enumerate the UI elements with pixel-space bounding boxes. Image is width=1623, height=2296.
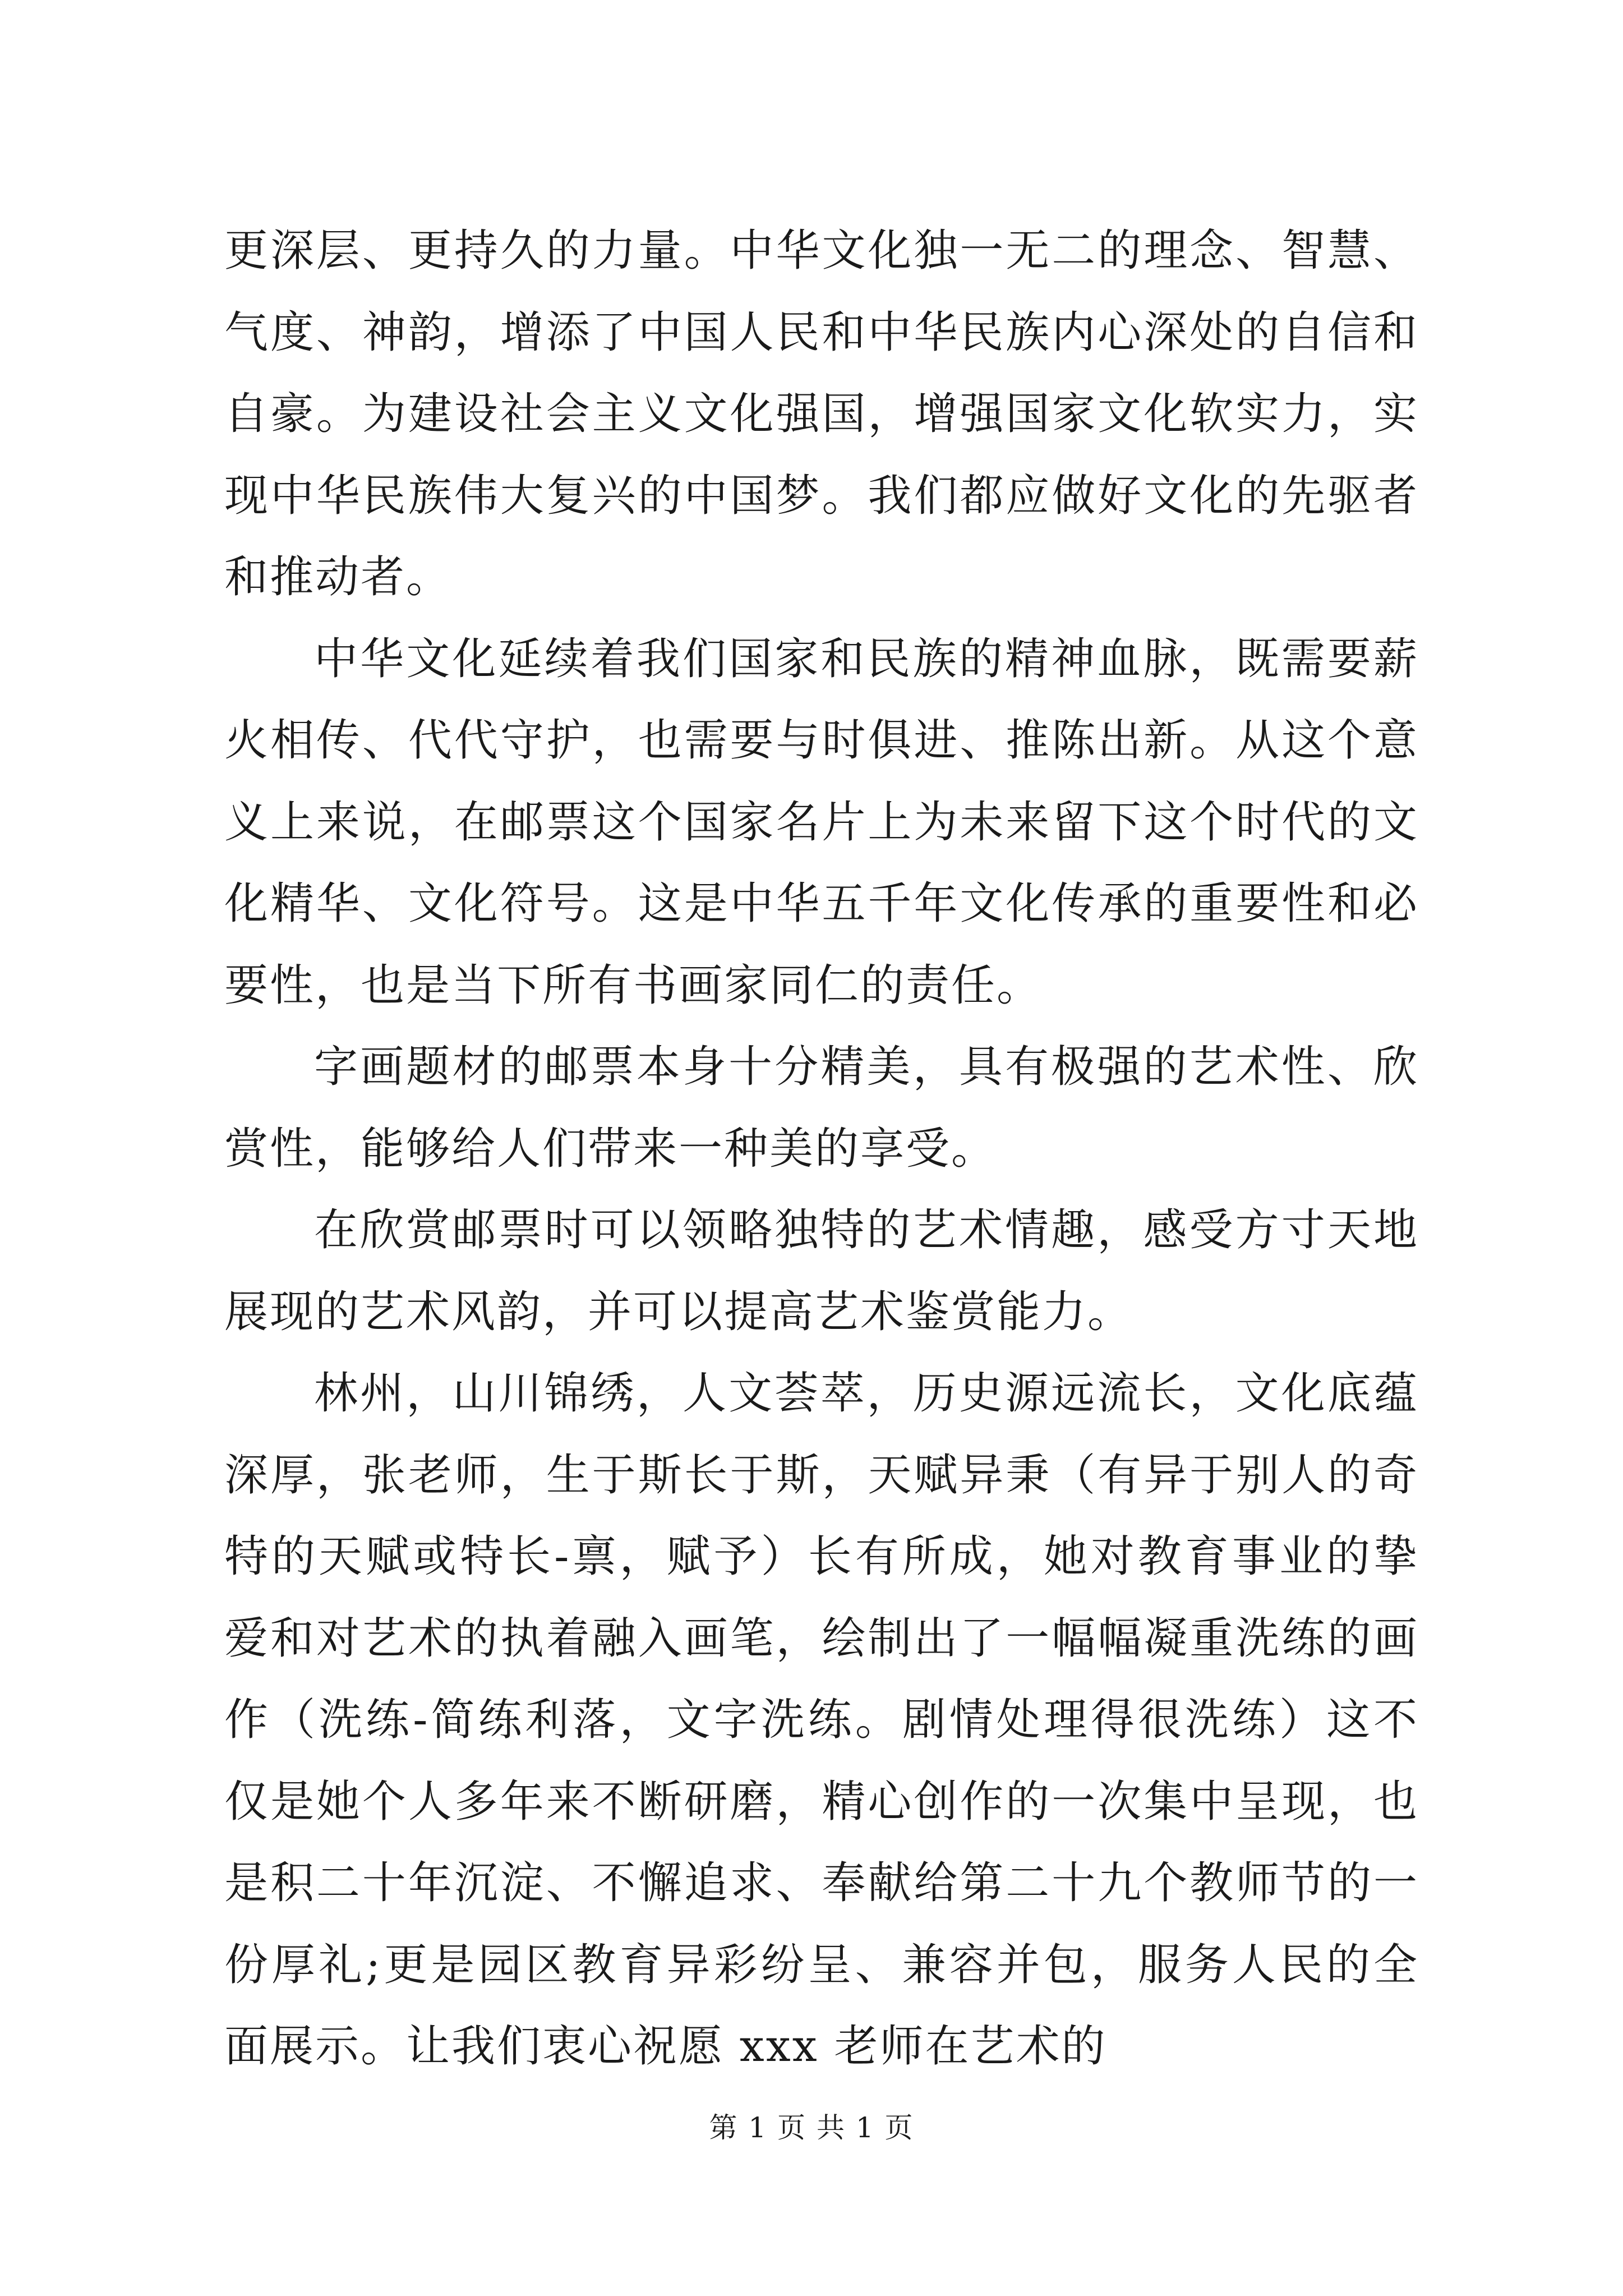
document-body xyxy=(224,210,1419,2088)
paragraph-stamp-appreciation: 在欣赏邮票时可以领略独特的艺术情趣，感受方寸天地展现的艺术风韵，并可以提高艺术鉴赏能力。 xyxy=(224,1205,1419,1337)
paragraph-continuation: 更深层、更持久的力量。中华文化独一无二的理念、智慧、气度、神韵，增添了中国人民和中华民族内心深处的自信和自豪。为建设社会主义文化强国，增强国家文化软实力，实现中华民族伟大复兴的中国梦。我们都应做好文化的先驱者和推动者。 xyxy=(224,226,1419,602)
paragraph-stamp-beauty: 字画题材的邮票本身十分精美，具有极强的艺术性、欣赏性，能够给人们带来一种美的享受。 xyxy=(224,1042,1419,1174)
paragraph-cultural-heritage: 中华文化延续着我们国家和民族的精神血脉，既需要薪火相传、代代守护，也需要与时俱进、推陈出新。从这个意义上来说，在邮票这个国家名片上为未来留下这个时代的文化精华、文化符号。这是中华五千年文化传承的重要性和必要性，也是当下所有书画家同仁的责任。 xyxy=(224,633,1419,1011)
page-footer: 第 1 页 共 1 页 xyxy=(709,2111,914,2144)
paragraph-linzhou-teacher: 林州，山川锦绣，人文荟萃，历史源远流长，文化底蕴深厚，张老师，生于斯长于斯，天赋异秉（有异于别人的奇特的天赋或特长-禀，赋予）长有所成，她对教育事业的挚爱和对艺术的执着融入画笔，绘制出了一幅幅凝重洗练的画作（洗练-简练利落，文字洗练。剧情处理得很洗练）这不仅是她个人多年来不断研磨，精心创作的一次集中呈现，也是积二十年沉淀、不懈追求、奉献给第二十九个教师节的一份厚礼;更是园区教育异彩纷呈、兼容并包，服务人民的全面展示。让我们衷心祝愿 xxx 老师在艺术的 xyxy=(224,1368,1419,2072)
